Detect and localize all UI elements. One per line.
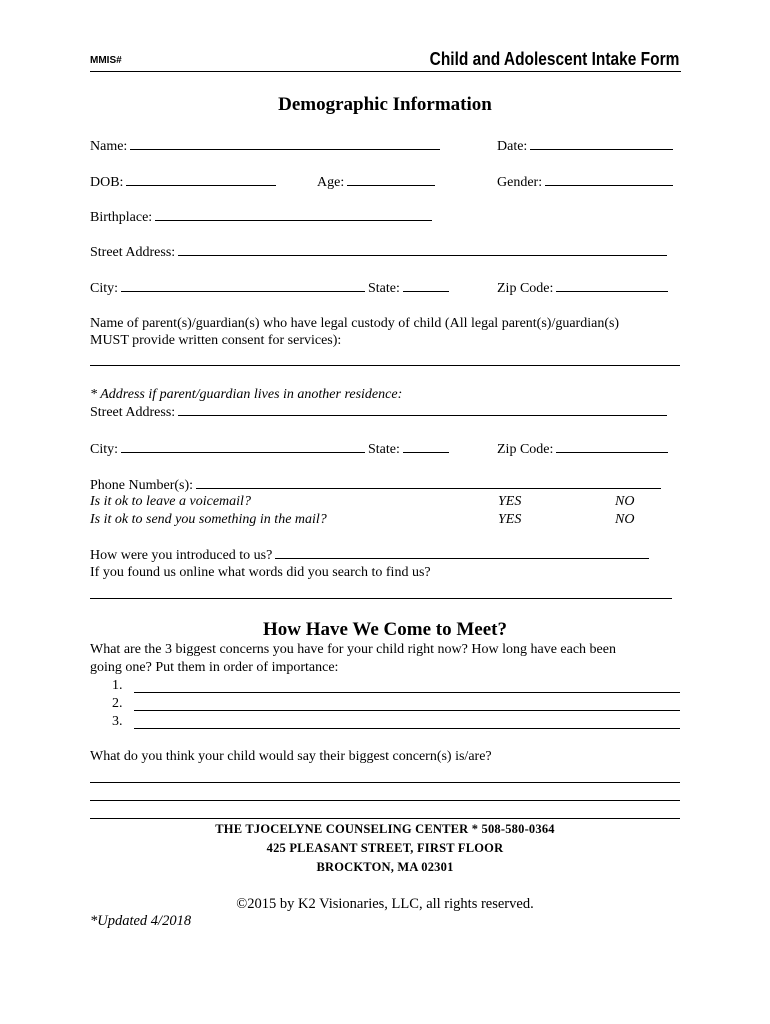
meet-heading: How Have We Come to Meet?: [263, 619, 507, 640]
concern-field-1[interactable]: [134, 692, 680, 693]
guardian-text-1: Name of parent(s)/guardian(s) who have legal custody of child (All legal parent(s)/guardian(s): [90, 316, 620, 331]
phone-row: [90, 476, 661, 494]
voicemail-no[interactable]: NO: [615, 494, 635, 509]
street-label: Street Address:: [90, 245, 176, 260]
state-label: State:: [368, 281, 400, 296]
birthplace-field[interactable]: [155, 208, 432, 221]
concern-number: 2.: [112, 696, 123, 711]
street-field[interactable]: [178, 243, 667, 256]
birthplace-row: [90, 208, 432, 226]
mail-yes[interactable]: YES: [498, 512, 522, 527]
alt-street-row: [90, 403, 667, 421]
alt-address-note: * Address if parent/guardian lives in another residence:: [90, 387, 403, 402]
state-field[interactable]: [403, 279, 449, 292]
concern-field-2[interactable]: [134, 710, 680, 711]
zip-label: Zip Code:: [497, 281, 554, 296]
concerns-text-2: going one? Put them in order of importance:: [90, 660, 339, 675]
gender-label: Gender:: [497, 175, 543, 190]
child-concern-question: What do you think your child would say their biggest concern(s) is/are?: [90, 749, 492, 764]
birthplace-label: Birthplace:: [90, 210, 153, 225]
guardian-field[interactable]: [90, 365, 680, 366]
dob-field[interactable]: [126, 173, 276, 186]
alt-state-field[interactable]: [403, 440, 449, 453]
age-field[interactable]: [347, 173, 435, 186]
updated-note: *Updated 4/2018: [90, 913, 192, 929]
phone-label: Phone Number(s):: [90, 478, 194, 493]
introduced-field[interactable]: [275, 546, 649, 559]
phone-field[interactable]: [196, 476, 661, 489]
alt-city-label: City:: [90, 442, 119, 457]
concern-number: 1.: [112, 678, 123, 693]
street-row: [90, 243, 667, 261]
name-field[interactable]: [130, 137, 440, 150]
demographic-heading: Demographic Information: [278, 94, 492, 115]
guardian-text-2: MUST provide written consent for services):: [90, 333, 342, 348]
footer-address-line: 425 PLEASANT STREET, FIRST FLOOR: [266, 841, 504, 855]
dob-row: [90, 173, 276, 191]
footer-org-line: THE TJOCELYNE COUNSELING CENTER * 508-580-0364: [215, 822, 555, 836]
copyright: ©2015 by K2 Visionaries, LLC, all rights reserved.: [236, 896, 534, 912]
date-label: Date:: [497, 139, 528, 154]
concerns-text-1: What are the 3 biggest concerns you have for your child right now? How long have each been: [90, 642, 616, 657]
name-label: Name:: [90, 139, 128, 154]
alt-street-field[interactable]: [178, 403, 667, 416]
mail-question: Is it ok to send you something in the mail?: [90, 512, 327, 527]
zip-field[interactable]: [556, 279, 668, 292]
child-concern-field-3[interactable]: [90, 818, 680, 819]
child-concern-field-2[interactable]: [90, 800, 680, 801]
mmis-label: MMIS#: [90, 55, 122, 66]
alt-zip-row: [497, 440, 668, 458]
alt-zip-field[interactable]: [556, 440, 668, 453]
introduced-question: How were you introduced to us?: [90, 548, 273, 563]
alt-city-row: [90, 440, 365, 458]
concern-item-2: [112, 695, 123, 712]
introduced-row: [90, 546, 649, 564]
search-field[interactable]: [90, 598, 672, 599]
city-label: City:: [90, 281, 119, 296]
city-row: [90, 279, 365, 297]
concern-number: 3.: [112, 714, 123, 729]
age-label: Age:: [317, 175, 345, 190]
mail-no[interactable]: NO: [615, 512, 635, 527]
child-concern-field-1[interactable]: [90, 782, 680, 783]
alt-street-label: Street Address:: [90, 405, 176, 420]
zip-row: [497, 279, 668, 297]
footer-city-line: BROCKTON, MA 02301: [316, 860, 454, 874]
gender-row: [497, 173, 673, 191]
state-row: [368, 279, 449, 297]
alt-state-label: State:: [368, 442, 400, 457]
name-row: [90, 137, 440, 155]
date-row: [497, 137, 673, 155]
concern-item-1: [112, 677, 123, 694]
alt-zip-label: Zip Code:: [497, 442, 554, 457]
alt-city-field[interactable]: [121, 440, 365, 453]
concern-field-3[interactable]: [134, 728, 680, 729]
alt-state-row: [368, 440, 449, 458]
gender-field[interactable]: [545, 173, 673, 186]
date-field[interactable]: [530, 137, 673, 150]
voicemail-yes[interactable]: YES: [498, 494, 522, 509]
city-field[interactable]: [121, 279, 365, 292]
dob-label: DOB:: [90, 175, 124, 190]
search-question: If you found us online what words did you search to find us?: [90, 565, 431, 580]
form-title: Child and Adolescent Intake Form: [429, 49, 679, 69]
age-row: [317, 173, 435, 191]
concern-item-3: [112, 713, 123, 730]
header-rule: [90, 71, 681, 72]
voicemail-question: Is it ok to leave a voicemail?: [90, 494, 251, 509]
